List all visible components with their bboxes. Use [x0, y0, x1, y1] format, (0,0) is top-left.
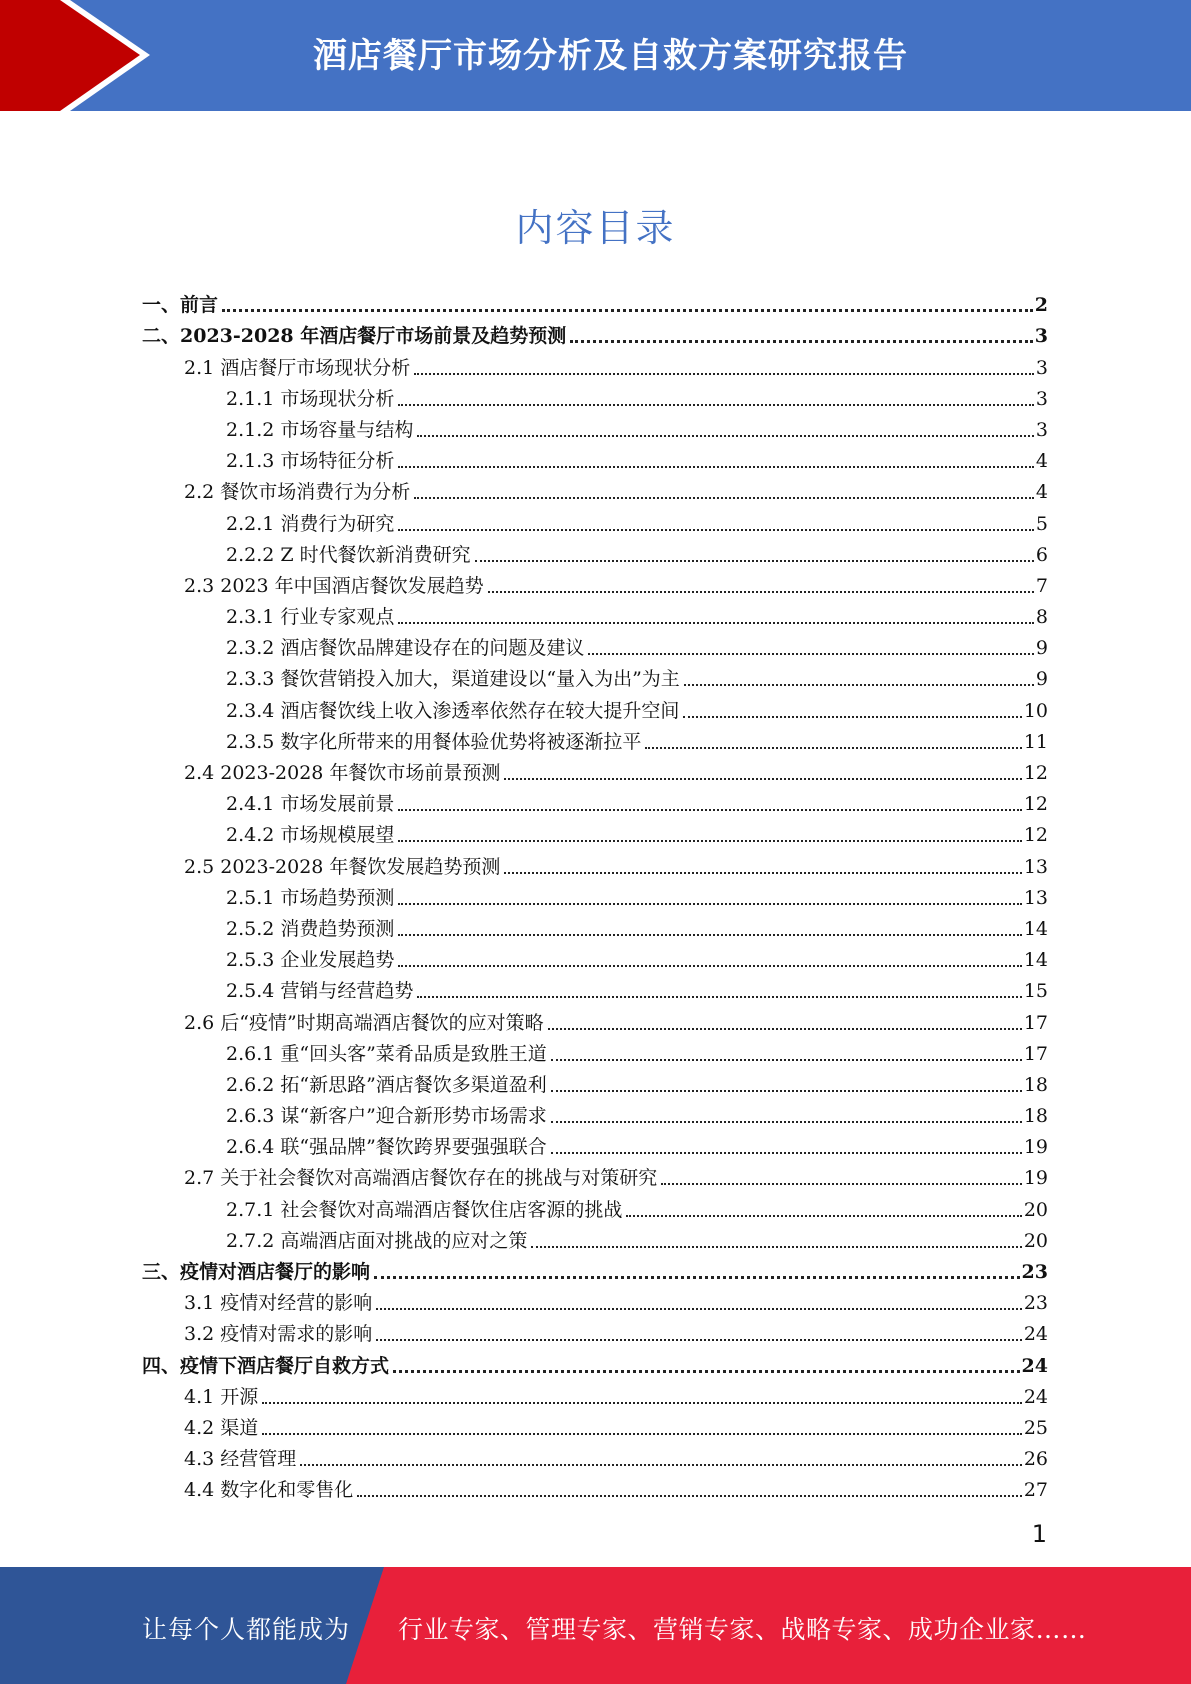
toc-dot-leader — [398, 384, 1034, 406]
toc-entry-page: 23 — [1023, 1292, 1048, 1315]
toc-entry-label: 2.7 关于社会餐饮对高端酒店餐饮存在的挑战与对策研究 — [184, 1167, 658, 1190]
toc-entry[interactable] — [142, 909, 1048, 940]
toc-entry[interactable] — [142, 566, 1048, 597]
toc-entry-page: 19 — [1023, 1136, 1048, 1159]
toc-entry-label: 2.6.4 联“强品牌”餐饮跨界要强强联合 — [226, 1136, 547, 1159]
toc-entry-page: 6 — [1035, 543, 1048, 566]
toc-entry-page: 9 — [1035, 668, 1048, 691]
toc-dot-leader — [398, 446, 1034, 468]
toc-entry-page: 8 — [1035, 606, 1048, 629]
toc-entry-page: 24 — [1021, 1354, 1048, 1377]
toc-entry-label: 2.5.1 市场趋势预测 — [226, 886, 395, 909]
toc-entry-label: 2.4.2 市场规模展望 — [226, 824, 395, 847]
toc-entry[interactable] — [142, 347, 1048, 378]
toc-entry-label: 4.3 经营管理 — [184, 1448, 297, 1471]
header-banner — [0, 0, 1191, 111]
toc-entry-label: 2.4.1 市场发展前景 — [226, 793, 395, 816]
toc-entry[interactable] — [142, 753, 1048, 784]
toc-entry[interactable] — [142, 1065, 1048, 1096]
toc-dot-leader — [222, 289, 1033, 312]
toc-entry[interactable] — [142, 472, 1048, 503]
toc-dot-leader — [504, 758, 1021, 780]
toc-dot-leader — [414, 477, 1034, 499]
toc-entry[interactable] — [142, 1096, 1048, 1127]
toc-entry[interactable] — [142, 690, 1048, 721]
toc-entry-page: 14 — [1023, 949, 1048, 972]
toc-entry-page: 3 — [1035, 356, 1048, 379]
toc-entry-page: 5 — [1035, 512, 1048, 535]
toc-entry-page: 19 — [1023, 1167, 1048, 1190]
toc-entry-page: 9 — [1035, 637, 1048, 660]
toc-entry[interactable] — [142, 285, 1048, 316]
toc-entry[interactable] — [142, 1127, 1048, 1158]
toc-entry[interactable] — [142, 1283, 1048, 1314]
report-title: 酒店餐厅市场分析及自救方案研究报告 — [313, 36, 908, 76]
toc-entry-label: 4.4 数字化和零售化 — [184, 1479, 354, 1502]
toc-dot-leader — [398, 820, 1021, 842]
toc-entry-label: 二、2023-2028 年酒店餐厅市场前景及趋势预测 — [142, 325, 567, 348]
toc-entry-label: 四、疫情下酒店餐厅自救方式 — [142, 1354, 390, 1377]
toc-entry-page: 12 — [1023, 793, 1048, 816]
footer-banner — [0, 1567, 1191, 1684]
toc-dot-leader — [262, 1413, 1022, 1435]
toc-dot-leader — [588, 633, 1034, 655]
toc-entry-page: 23 — [1021, 1261, 1048, 1283]
toc-dot-leader — [548, 1008, 1022, 1030]
toc-entry-page: 13 — [1023, 855, 1048, 878]
toc-entry-page: 17 — [1023, 1042, 1048, 1065]
toc-entry-page: 4 — [1035, 450, 1048, 473]
toc-entry[interactable] — [142, 503, 1048, 534]
toc-entry-label: 2.2 餐饮市场消费行为分析 — [184, 481, 411, 504]
toc-dot-leader — [570, 320, 1033, 343]
toc-dot-leader — [417, 976, 1021, 998]
toc-dot-leader — [357, 1475, 1022, 1497]
toc-entry-label: 2.3.1 行业专家观点 — [226, 606, 395, 629]
toc-entry-label: 2.3.2 酒店餐饮品牌建设存在的问题及建议 — [226, 637, 585, 660]
toc-entry-page: 24 — [1023, 1385, 1048, 1408]
toc-entry-page: 11 — [1023, 730, 1048, 753]
toc-dot-leader — [398, 914, 1021, 936]
toc-entry-page: 15 — [1023, 980, 1048, 1003]
toc-entry[interactable] — [142, 1221, 1048, 1252]
toc-entry-page: 3 — [1034, 325, 1048, 348]
toc-entry-page: 20 — [1023, 1229, 1048, 1252]
toc-entry-label: 2.1.2 市场容量与结构 — [226, 418, 414, 441]
toc-dot-leader — [551, 1132, 1022, 1154]
toc-entry[interactable] — [142, 1158, 1048, 1189]
toc-entry-page: 4 — [1035, 481, 1048, 504]
toc-entry[interactable] — [142, 659, 1048, 690]
toc-entry-page: 12 — [1023, 762, 1048, 784]
toc-dot-leader — [661, 1163, 1022, 1185]
toc-entry-page: 3 — [1035, 418, 1048, 441]
toc-dot-leader — [414, 353, 1034, 375]
toc-entry-label: 2.3 2023 年中国酒店餐饮发展趋势 — [184, 574, 484, 597]
toc-dot-leader — [262, 1382, 1022, 1404]
toc-entry-page: 27 — [1023, 1479, 1048, 1502]
toc-dot-leader — [531, 1226, 1021, 1248]
toc-dot-leader — [398, 789, 1021, 811]
toc-entry-label: 2.3.3 餐饮营销投入加大，渠道建设以“量入为出”为主 — [226, 668, 680, 691]
toc-entry-label: 2.1.1 市场现状分析 — [226, 387, 395, 410]
toc-dot-leader — [376, 1288, 1022, 1310]
toc-dot-leader — [551, 1039, 1022, 1061]
toc-entry[interactable] — [142, 1408, 1048, 1439]
toc-dot-leader — [393, 1350, 1020, 1373]
toc-entry[interactable] — [142, 722, 1048, 753]
page-number: 1 — [1031, 1520, 1047, 1548]
toc-entry[interactable] — [142, 971, 1048, 1002]
toc-entry[interactable] — [142, 535, 1048, 566]
toc-entry[interactable] — [142, 410, 1048, 441]
toc-entry[interactable] — [142, 379, 1048, 410]
toc-dot-leader — [376, 1319, 1022, 1341]
toc-entry-page: 13 — [1023, 886, 1048, 909]
toc-entry-page: 18 — [1023, 1073, 1048, 1096]
toc-entry-page: 26 — [1023, 1448, 1048, 1471]
footer-slogan-left: 让每个人都能成为 — [142, 1615, 351, 1644]
toc-entry-label: 3.1 疫情对经营的影响 — [184, 1292, 373, 1315]
toc-entry-label: 4.1 开源 — [184, 1385, 259, 1408]
toc-entry[interactable] — [142, 940, 1048, 971]
toc-entry[interactable] — [142, 316, 1048, 347]
toc-entry[interactable] — [142, 628, 1048, 659]
toc-dot-leader — [683, 696, 1021, 718]
toc-dot-leader — [645, 727, 1021, 749]
toc-entry[interactable] — [142, 1034, 1048, 1065]
toc-entry-page: 7 — [1035, 574, 1048, 597]
toc-entry[interactable] — [142, 1377, 1048, 1408]
toc-entry[interactable] — [142, 815, 1048, 846]
toc-entry-label: 2.4 2023-2028 年餐饮市场前景预测 — [184, 762, 501, 784]
toc-dot-leader — [300, 1444, 1022, 1466]
toc-entry[interactable] — [142, 1470, 1048, 1501]
toc-entry-label: 2.3.5 数字化所带来的用餐体验优势将被逐渐拉平 — [226, 730, 642, 753]
toc-entry-label: 2.2.2 Z 时代餐饮新消费研究 — [226, 543, 471, 566]
toc-entry[interactable] — [142, 846, 1048, 877]
toc-entry[interactable] — [142, 1002, 1048, 1033]
toc-entry-label: 2.6 后“疫情”时期高端酒店餐饮的应对策略 — [184, 1011, 544, 1034]
toc-entry-label: 2.5.2 消费趋势预测 — [226, 917, 395, 940]
toc-dot-leader — [504, 852, 1021, 874]
toc-entry[interactable] — [142, 1345, 1048, 1376]
toc-entry-label: 4.2 渠道 — [184, 1416, 259, 1439]
toc-entry-page: 12 — [1023, 824, 1048, 847]
toc-dot-leader — [684, 664, 1034, 686]
toc-dot-leader — [398, 883, 1021, 905]
toc-entry[interactable] — [142, 1252, 1048, 1283]
toc-entry-label: 2.3.4 酒店餐饮线上收入渗透率依然存在较大提升空间 — [226, 699, 680, 722]
toc-entry[interactable] — [142, 441, 1048, 472]
toc-entry-page: 18 — [1023, 1105, 1048, 1128]
toc-entry-page: 20 — [1023, 1198, 1048, 1221]
toc-entry-label: 3.2 疫情对需求的影响 — [184, 1323, 373, 1346]
toc-entry-page: 14 — [1023, 917, 1048, 940]
toc-entry-page: 25 — [1023, 1416, 1048, 1439]
toc-entry-label: 2.2.1 消费行为研究 — [226, 512, 395, 535]
toc-entry-page: 3 — [1035, 387, 1048, 410]
toc-entry-label: 2.5 2023-2028 年餐饮发展趋势预测 — [184, 855, 501, 878]
toc-entry-label: 2.6.2 拓“新思路”酒店餐饮多渠道盈利 — [226, 1073, 547, 1096]
toc-entry[interactable] — [142, 1189, 1048, 1220]
toc-entry-label: 2.1.3 市场特征分析 — [226, 450, 395, 473]
toc-entry-page: 2 — [1034, 294, 1048, 317]
toc-dot-leader — [626, 1195, 1021, 1217]
toc-entry[interactable] — [142, 784, 1048, 815]
toc-entry[interactable] — [142, 878, 1048, 909]
toc-dot-leader — [475, 540, 1034, 562]
toc-dot-leader — [398, 602, 1034, 624]
toc-entry[interactable] — [142, 1439, 1048, 1470]
toc-entry-label: 三、疫情对酒店餐厅的影响 — [142, 1261, 371, 1283]
toc-entry-label: 2.7.2 高端酒店面对挑战的应对之策 — [226, 1229, 528, 1252]
toc-entry-page: 24 — [1023, 1323, 1048, 1346]
table-of-contents — [142, 285, 1048, 1501]
toc-entry-label: 2.7.1 社会餐饮对高端酒店餐饮住店客源的挑战 — [226, 1198, 623, 1221]
toc-entry[interactable] — [142, 597, 1048, 628]
toc-entry-label: 2.5.3 企业发展趋势 — [226, 949, 395, 972]
toc-dot-leader — [488, 571, 1034, 593]
toc-entry-page: 17 — [1023, 1011, 1048, 1034]
toc-entry[interactable] — [142, 1314, 1048, 1345]
toc-entry-label: 2.6.3 谋“新客户”迎合新形势市场需求 — [226, 1105, 547, 1128]
toc-dot-leader — [551, 1101, 1022, 1123]
toc-dot-leader — [398, 945, 1021, 967]
toc-heading: 内容目录 — [515, 206, 676, 250]
toc-entry-page: 10 — [1023, 699, 1048, 722]
toc-dot-leader — [374, 1256, 1020, 1279]
toc-entry-label: 2.1 酒店餐厅市场现状分析 — [184, 356, 411, 379]
footer-slogan-right: 行业专家、管理专家、营销专家、战略专家、成功企业家…… — [398, 1615, 1087, 1644]
toc-entry-label: 2.5.4 营销与经营趋势 — [226, 980, 414, 1003]
toc-entry-label: 一、前言 — [142, 294, 219, 317]
toc-dot-leader — [398, 509, 1034, 531]
toc-dot-leader — [417, 415, 1034, 437]
toc-dot-leader — [551, 1070, 1022, 1092]
toc-entry-label: 2.6.1 重“回头客”菜肴品质是致胜王道 — [226, 1042, 547, 1065]
